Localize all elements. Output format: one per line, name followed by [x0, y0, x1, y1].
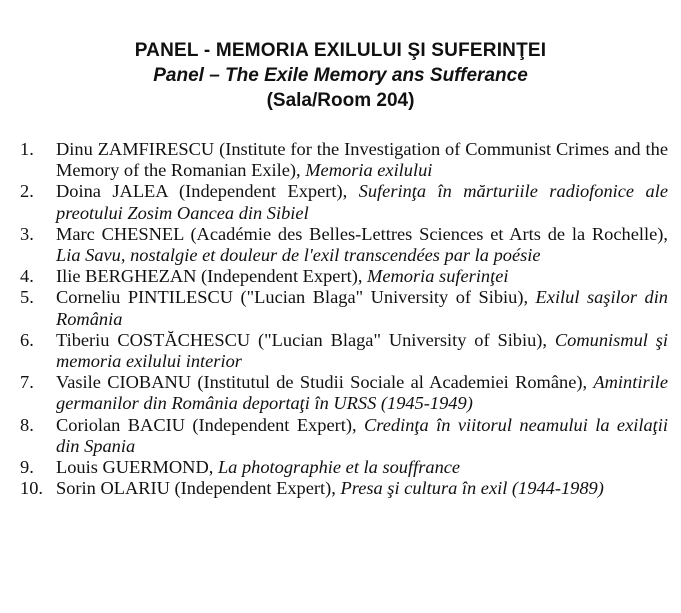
panel-header: [0, 38, 681, 113]
item-text: [56, 415, 668, 457]
item-text: [56, 330, 668, 372]
item-title: Presa şi cultura în exil (1944-1989): [340, 478, 604, 499]
item-text: [56, 478, 668, 499]
panel-title-english: Panel – The Exile Memory ans Sufferance: [153, 65, 528, 86]
list-item: [20, 457, 668, 478]
item-text: [56, 457, 668, 478]
item-number: 7.: [20, 372, 34, 393]
item-number: 5.: [20, 287, 34, 308]
list-item: [20, 224, 668, 266]
item-number: 8.: [20, 414, 34, 435]
item-title: Exilul saşilor din România: [56, 287, 668, 329]
presentation-list: [20, 139, 668, 499]
item-number: 2.: [20, 181, 34, 202]
item-title: Lia Savu, nostalgie et douleur de l'exil transcendées par la poésie: [56, 245, 541, 266]
room-label: (Sala/Room 204): [266, 90, 415, 111]
item-author: Dinu ZAMFIRESCU (Institute for the Investigation of Communist Crimes and the Memory of the Romanian Exile),: [56, 139, 668, 181]
item-author: Ilie BERGHEZAN (Independent Expert),: [56, 266, 368, 287]
list-item: [20, 330, 668, 372]
list-item: [20, 415, 668, 457]
list-item: [20, 372, 668, 414]
item-number: 1.: [20, 139, 34, 159]
item-number: 3.: [20, 223, 34, 244]
item-author: Doina JALEA (Independent Expert),: [56, 181, 359, 202]
item-title: Credinţa în viitorul neamului la exilaţii din Spania: [56, 414, 669, 456]
item-number: 9.: [20, 457, 34, 478]
item-text: [56, 181, 668, 223]
item-author: Louis GUERMOND,: [56, 457, 218, 478]
panel-title-romanian: PANEL - MEMORIA EXILULUI ŞI SUFERINŢEI: [134, 40, 547, 61]
item-number: 10.: [20, 478, 43, 499]
list-item: [20, 478, 668, 499]
item-text: [56, 224, 668, 266]
item-title: Suferinţa în mărturiile radiofonice ale preotului Zosim Oancea din Sibiel: [56, 181, 668, 223]
list-item: [20, 139, 668, 181]
item-author: Sorin OLARIU (Independent Expert),: [56, 478, 341, 499]
item-title: Memoria suferinţei: [367, 266, 509, 287]
item-number: 4.: [20, 266, 34, 287]
list-item: [20, 266, 668, 287]
item-author: Vasile CIOBANU (Institutul de Studii Sociale al Academiei Române),: [56, 372, 594, 393]
list-item: [20, 287, 668, 329]
item-text: [56, 139, 668, 181]
item-number: 6.: [20, 329, 34, 350]
item-author: Marc CHESNEL (Académie des Belles-Lettres Sciences et Arts de la Rochelle),: [56, 223, 668, 244]
list-item: [20, 181, 668, 223]
item-author: Corneliu PINTILESCU ("Lucian Blaga" University of Sibiu),: [56, 287, 536, 308]
item-title: Comunismul şi memoria exilului interior: [56, 329, 668, 372]
item-author: Coriolan BACIU (Independent Expert),: [56, 414, 364, 435]
item-text: [56, 372, 668, 414]
item-title: La photographie et la souffrance: [217, 457, 461, 478]
item-author: Tiberiu COSTĂCHESCU ("Lucian Blaga" University of Sibiu),: [56, 329, 555, 350]
item-text: [56, 266, 668, 287]
item-title: Memoria exilului: [305, 160, 433, 181]
item-title: Amintirile germanilor din România deportaţi în URSS (1945-1949): [56, 372, 668, 414]
item-text: [56, 287, 668, 329]
